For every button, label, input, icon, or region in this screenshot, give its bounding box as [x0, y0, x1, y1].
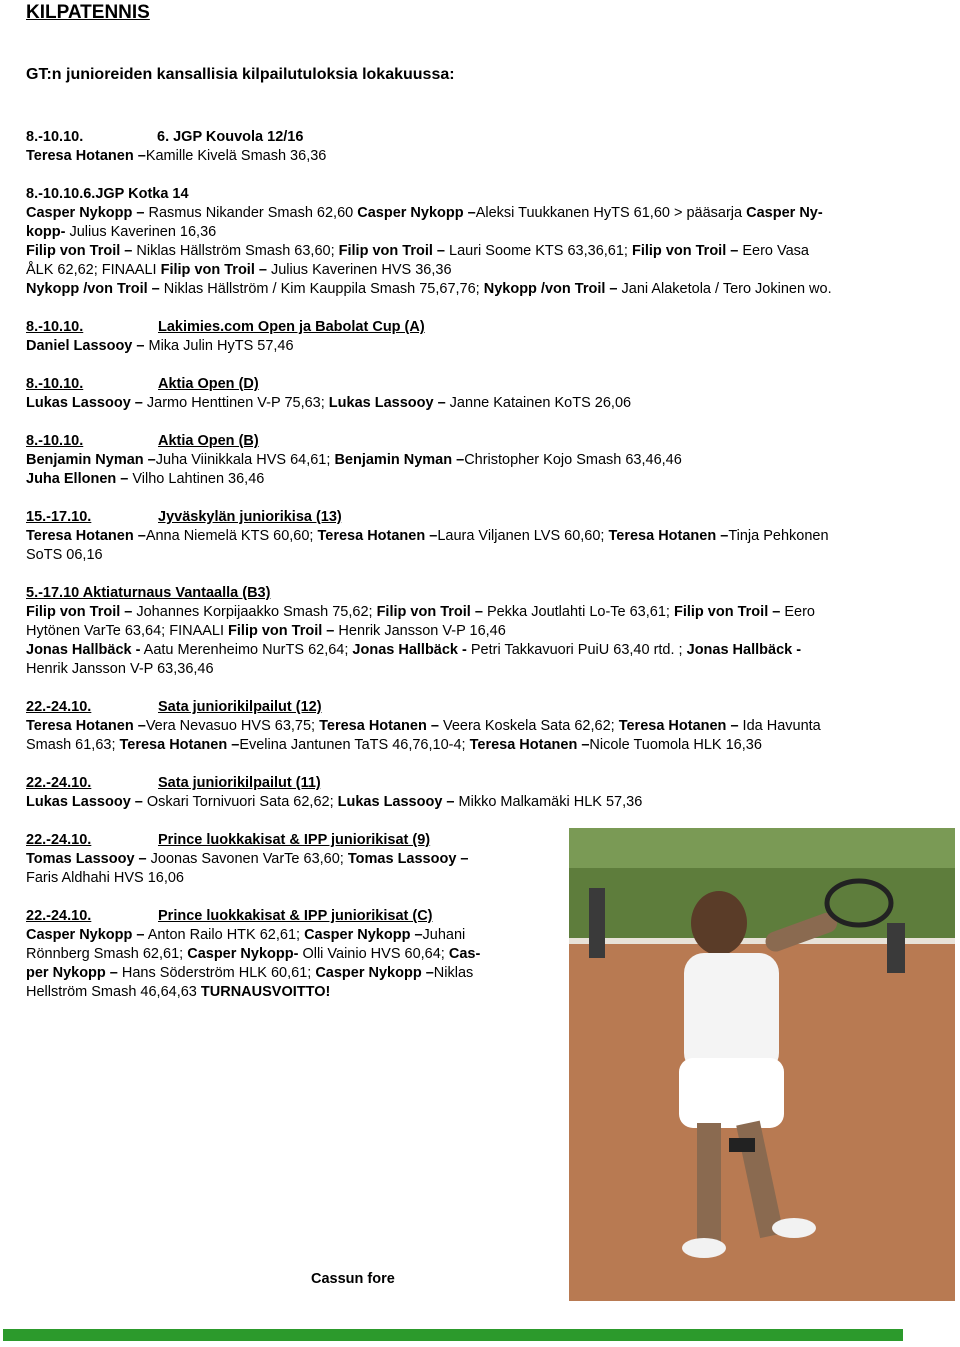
result-line — [26, 736, 762, 755]
result-line — [26, 337, 294, 356]
event-date: 22.-24.10. — [26, 908, 92, 924]
player-name: Casper Nykopp – — [357, 205, 476, 221]
intro-heading: GT:n junioreiden kansallisia kilpailutuloksia lokakuussa: — [26, 66, 455, 83]
result-line — [26, 147, 326, 166]
player-name: kopp- — [26, 224, 66, 240]
player-name: Casper Nykopp – — [315, 965, 434, 981]
event-name: 6. JGP Kouvola 12/16 — [157, 129, 304, 145]
player-shirt — [684, 953, 779, 1073]
result-text: Joonas Savonen VarTe 63,60; — [146, 851, 348, 867]
footer-green-bar — [3, 1329, 903, 1341]
player-name: Teresa Hotanen – — [618, 718, 739, 734]
result-line — [26, 280, 832, 299]
result-line — [26, 850, 468, 869]
result-line — [26, 451, 682, 470]
section-jyvaskyla — [26, 508, 342, 527]
spectator-figure — [887, 923, 905, 973]
result-line — [26, 470, 264, 489]
player-name: Filip von Troil – — [26, 243, 133, 259]
result-text: Rönnberg Smash 62,61; — [26, 946, 188, 962]
player-name: Teresa Hotanen – — [26, 528, 146, 544]
spectator-figure — [589, 888, 605, 958]
section-prince-9 — [26, 831, 430, 850]
player-name: Juha Ellonen – — [26, 471, 129, 487]
result-text: Anna Niemelä KTS 60,60; — [145, 528, 318, 544]
result-text: Laura Viljanen LVS 60,60; — [437, 528, 609, 544]
player-name: Filip von Troil – — [26, 604, 133, 620]
player-name: Filip von Troil – — [376, 604, 483, 620]
section-lakimies — [26, 318, 425, 337]
player-name: Nykopp /von Troil – — [26, 281, 160, 297]
section-kotka — [26, 185, 189, 204]
result-text: Aleksi Tuukkanen HyTS 61,60 > pääsarja — [475, 205, 747, 221]
event-date: 8.-10.10. — [26, 129, 84, 145]
player-head — [691, 891, 747, 955]
victory-text: TURNAUSVOITTO! — [200, 984, 331, 1000]
player-name: Jonas Hallbäck - — [26, 642, 141, 658]
player-name: Benjamin Nyman – — [334, 452, 465, 468]
photo-illustration — [569, 828, 955, 1301]
section-sata-12 — [26, 698, 322, 717]
result-text: Evelina Jantunen TaTS 46,76,10-4; — [239, 737, 470, 753]
result-text: Anton Railo HTK 62,61; — [144, 927, 305, 943]
player-name: Filip von Troil – — [338, 243, 445, 259]
result-text: Mikko Malkamäki HLK 57,36 — [454, 794, 643, 810]
result-line — [26, 261, 452, 280]
event-name: Jyväskylän juniorikisa (13) — [158, 509, 342, 525]
player-name: Filip von Troil – — [673, 604, 781, 620]
event-date: 8.-10.10. — [26, 376, 84, 392]
result-text: Veera Koskela Sata 62,62; — [438, 718, 619, 734]
player-shoe — [772, 1218, 816, 1238]
photo-caption: Cassun fore — [311, 1271, 395, 1287]
result-text: Niklas — [433, 965, 474, 981]
result-text: Hellström Smash 46,64,63 — [26, 984, 201, 1000]
result-line — [26, 546, 103, 565]
event-name: Prince luokkakisat & IPP juniorikisat (9) — [158, 832, 431, 848]
result-text: Rasmus Nikander Smash 62,60 — [144, 205, 358, 221]
result-text: Smash 61,63; — [26, 737, 120, 753]
result-text: Kamille Kivelä Smash 36,36 — [145, 148, 327, 164]
result-line — [26, 983, 330, 1002]
result-line — [26, 204, 823, 223]
result-text: Pekka Joutlahti Lo-Te 63,61; — [482, 604, 674, 620]
player-name: Casper Ny- — [746, 205, 823, 221]
section-sata-11 — [26, 774, 321, 793]
result-line — [26, 603, 815, 622]
result-text: Mika Julin HyTS 57,46 — [144, 338, 294, 354]
player-name: Casper Nykopp – — [26, 927, 145, 943]
result-line — [26, 527, 829, 546]
result-text: Lauri Soome KTS 63,36,61; — [444, 243, 632, 259]
event-date: 15.-17.10. — [26, 509, 92, 525]
player-name: Casper Nykopp – — [26, 205, 145, 221]
result-text: Eero — [780, 604, 815, 620]
player-shoe — [682, 1238, 726, 1258]
event-date: 8.-10.10. — [26, 319, 84, 335]
player-shorts — [679, 1058, 784, 1128]
result-text: Aatu Merenheimo NurTS 62,64; — [140, 642, 353, 658]
result-text: Vera Nevasuo HVS 63,75; — [145, 718, 320, 734]
player-name: Daniel Lassooy – — [26, 338, 145, 354]
background-trees — [569, 828, 955, 868]
result-text: Hytönen VarTe 63,64; FINAALI — [26, 623, 229, 639]
event-name: Sata juniorikilpailut (12) — [158, 699, 322, 715]
player-name: Tomas Lassooy – — [347, 851, 469, 867]
result-text: Olli Vainio HVS 60,64; — [298, 946, 449, 962]
result-text: Juhani — [422, 927, 466, 943]
section-kouvola — [26, 128, 303, 147]
player-name: Teresa Hotanen – — [26, 148, 146, 164]
player-name: Teresa Hotanen – — [26, 718, 146, 734]
event-date: 8.-10.10. — [26, 433, 84, 449]
player-name: Benjamin Nyman – — [26, 452, 156, 468]
result-text: SoTS 06,16 — [26, 547, 103, 563]
player-name: Teresa Hotanen – — [319, 718, 439, 734]
player-name: Lukas Lassooy – — [26, 794, 143, 810]
result-text: Tinja Pehkonen — [728, 528, 829, 544]
result-text: Christopher Kojo Smash 63,46,46 — [464, 452, 682, 468]
section-aktia-d — [26, 375, 259, 394]
result-text: Juha Viinikkala HVS 64,61; — [155, 452, 335, 468]
result-line — [26, 926, 465, 945]
player-name: Teresa Hotanen – — [608, 528, 729, 544]
result-text: Henrik Jansson V-P 63,36,46 — [26, 661, 214, 677]
result-text: Jarmo Henttinen V-P 75,63; — [142, 395, 329, 411]
player-name: Lukas Lassooy – — [328, 395, 446, 411]
result-line — [26, 660, 214, 679]
event-name: Sata juniorikilpailut (11) — [158, 775, 321, 791]
event-name: Aktia Open (B) — [158, 433, 259, 449]
player-name: Jonas Hallbäck - — [352, 642, 467, 658]
event-date: 22.-24.10. — [26, 699, 92, 715]
player-name: Casper Nykopp- — [187, 946, 299, 962]
result-line — [26, 622, 506, 641]
player-name: Filip von Troil – — [160, 262, 267, 278]
event-name: Aktia Open (D) — [158, 376, 259, 392]
result-text: Jani Alaketola / Tero Jokinen wo. — [617, 281, 832, 297]
tennis-player-photo — [569, 828, 955, 1301]
player-name: Teresa Hotanen – — [119, 737, 240, 753]
result-line — [26, 641, 801, 660]
event-date: 22.-24.10. — [26, 832, 92, 848]
result-text: Julius Kaverinen HVS 36,36 — [266, 262, 452, 278]
result-text: Janne Katainen KoTS 26,06 — [445, 395, 632, 411]
page-title: KILPATENNIS — [26, 2, 150, 23]
result-line — [26, 793, 642, 812]
result-line — [26, 717, 821, 736]
result-text: ÅLK 62,62; FINAALI — [26, 262, 161, 278]
result-text: Hans Söderström HLK 60,61; — [117, 965, 316, 981]
result-text: Vilho Lahtinen 36,46 — [128, 471, 265, 487]
result-text: Petri Takkavuori PuiU 63,40 rtd. ; — [466, 642, 687, 658]
result-line — [26, 242, 809, 261]
section-prince-c — [26, 907, 433, 926]
player-name: Casper Nykopp – — [304, 927, 423, 943]
event-name: JGP Kotka 14 — [95, 186, 189, 202]
player-name: Filip von Troil – — [228, 623, 335, 639]
player-name: Teresa Hotanen – — [469, 737, 590, 753]
event-name: Lakimies.com Open ja Babolat Cup (A) — [158, 319, 425, 335]
result-text: Johannes Korpijaakko Smash 75,62; — [132, 604, 377, 620]
player-name: Filip von Troil – — [631, 243, 739, 259]
result-text: Henrik Jansson V-P 16,46 — [334, 623, 506, 639]
result-line — [26, 223, 216, 242]
result-line — [26, 869, 184, 888]
result-text: Nicole Tuomola HLK 16,36 — [589, 737, 762, 753]
player-name: Cas- — [448, 946, 481, 962]
event-date: 22.-24.10. — [26, 775, 92, 791]
result-line — [26, 945, 480, 964]
event-name: Prince luokkakisat & IPP juniorikisat (C) — [158, 908, 433, 924]
knee-brace — [729, 1138, 755, 1152]
event-date: 8.-10.10.6. — [26, 186, 96, 202]
result-line — [26, 964, 473, 983]
section-vantaa — [26, 584, 270, 603]
player-name: Lukas Lassooy – — [26, 395, 143, 411]
player-name: Jonas Hallbäck - — [686, 642, 802, 658]
player-name: Teresa Hotanen – — [317, 528, 438, 544]
player-name: Lukas Lassooy – — [337, 794, 455, 810]
player-leg — [697, 1123, 721, 1243]
result-text: Oskari Tornivuori Sata 62,62; — [142, 794, 338, 810]
result-text: Ida Havunta — [738, 718, 821, 734]
player-name: Nykopp /von Troil – — [483, 281, 618, 297]
result-line — [26, 394, 631, 413]
player-name: Tomas Lassooy – — [26, 851, 147, 867]
result-text: Eero Vasa — [738, 243, 809, 259]
result-text: Julius Kaverinen 16,36 — [65, 224, 217, 240]
result-text: Niklas Hällström Smash 63,60; — [132, 243, 339, 259]
player-name: per Nykopp – — [26, 965, 118, 981]
section-aktia-b — [26, 432, 259, 451]
result-text: Niklas Hällström / Kim Kauppila Smash 75,67,76; — [159, 281, 484, 297]
event-name: 5.-17.10 Aktiaturnaus Vantaalla (B3) — [26, 585, 271, 601]
result-text: Faris Aldhahi HVS 16,06 — [26, 870, 184, 886]
